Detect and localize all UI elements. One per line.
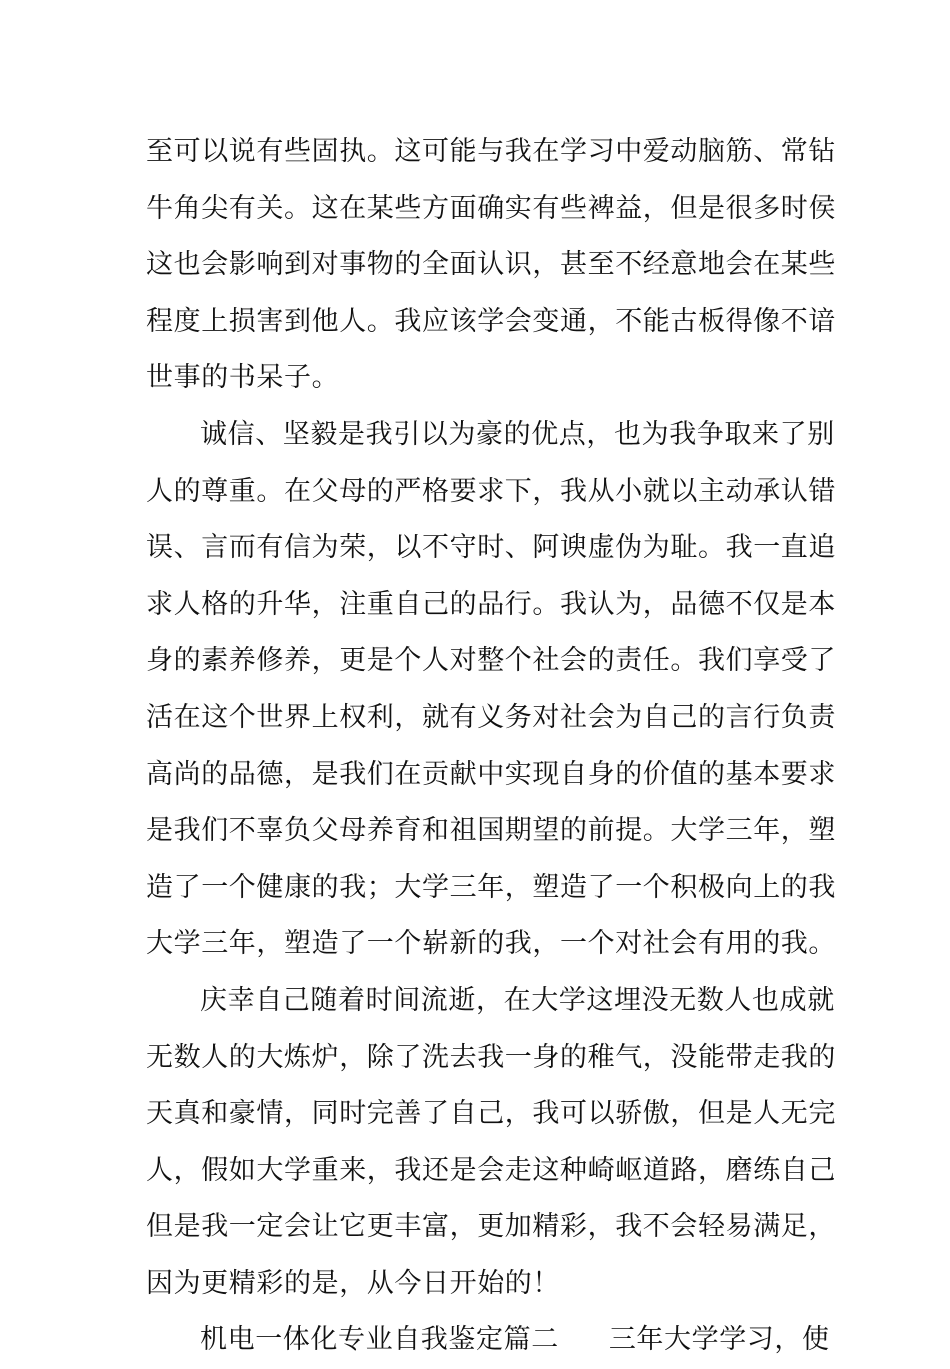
paragraph-2 — [146, 407, 836, 973]
text-line: 造了一个健康的我；大学三年，塑造了一个积极向上的我 — [146, 871, 836, 903]
text-line: 是我们不辜负父母养育和祖国期望的前提。大学三年，塑 — [146, 815, 836, 847]
text-line: 大学三年，塑造了一个崭新的我，一个对社会有用的我。 — [146, 928, 836, 960]
continuation-text: 三年大学学习，使 — [608, 1324, 830, 1356]
text-line: 庆幸自己随着时间流逝，在大学这埋没无数人也成就 — [200, 984, 835, 1016]
text-line: 因为更精彩的是，从今日开始的！ — [146, 1267, 560, 1299]
text-line: 身的素养修养，更是个人对整个社会的责任。我们享受了 — [146, 645, 836, 677]
text-line: 至可以说有些固执。这可能与我在学习中爱动脑筋、常钻 — [146, 136, 836, 167]
text-line: 高尚的品德，是我们在贡献中实现自身的价值的基本要求 — [146, 758, 836, 790]
text-line: 世事的书呆子。 — [146, 362, 340, 394]
text-line: 人的尊重。在父母的严格要求下，我从小就以主动承认错 — [146, 475, 836, 507]
document-body — [146, 124, 836, 1369]
text-line: 这也会影响到对事物的全面认识，甚至不经意地会在某些 — [146, 249, 836, 281]
text-line: 程度上损害到他人。我应该学会变通，不能古板得像不谙 — [146, 305, 836, 337]
text-line: 天真和豪情，同时完善了自己，我可以骄傲，但是人无完 — [146, 1098, 836, 1130]
text-line: 求人格的升华，注重自己的品行。我认为，品德不仅是本 — [146, 588, 836, 620]
text-line: 诚信、坚毅是我引以为豪的优点，也为我争取来了别 — [200, 418, 835, 450]
paragraph-3 — [146, 973, 836, 1313]
text-line: 牛角尖有关。这在某些方面确实有些裨益，但是很多时侯 — [146, 192, 836, 224]
paragraph-1 — [146, 124, 836, 407]
text-line: 但是我一定会让它更丰富，更加精彩，我不会轻易满足， — [146, 1211, 836, 1243]
text-line: 无数人的大炼炉，除了洗去我一身的稚气，没能带走我的 — [146, 1041, 836, 1073]
text-line — [146, 1312, 830, 1369]
text-line: 人，假如大学重来，我还是会走这种崎岖道路，磨练自己 — [146, 1154, 836, 1186]
section-heading: 机电一体化专业自我鉴定篇二 — [200, 1324, 559, 1356]
text-line: 误、言而有信为荣，以不守时、阿谀虚伪为耻。我一直追 — [146, 532, 836, 564]
paragraph-4 — [146, 1312, 830, 1369]
text-line: 活在这个世界上权利，就有义务对社会为自己的言行负责 — [146, 701, 836, 733]
